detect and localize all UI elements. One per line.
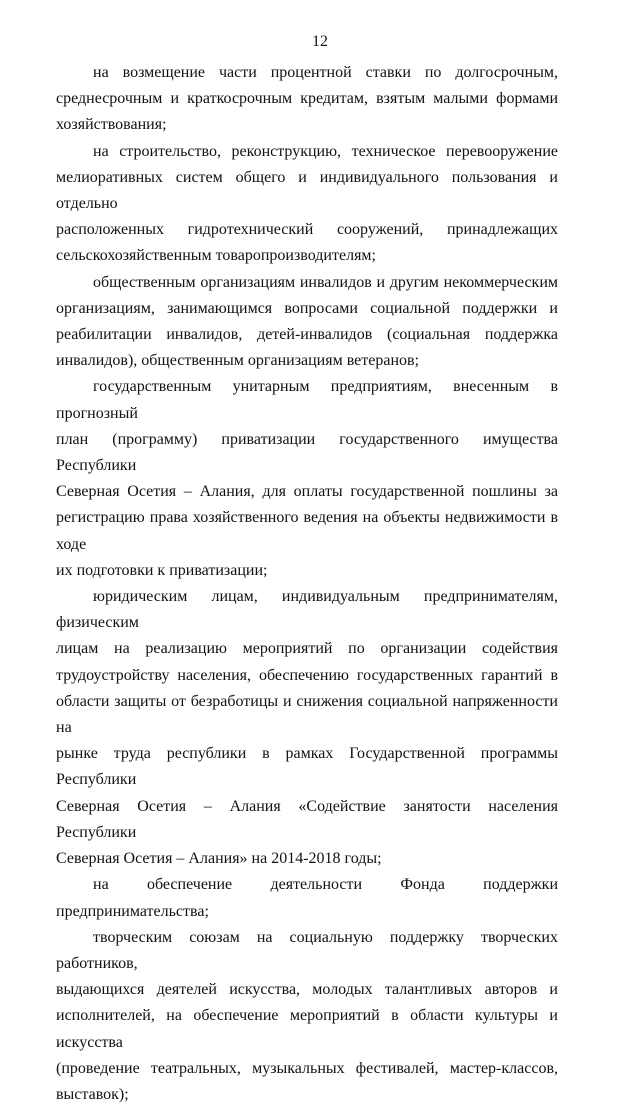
text-line: регистрацию права хозяйственного ведения на объекты недвижимости в ходе	[56, 509, 558, 553]
text-line: (проведение театральных, музыкальных фестивалей, мастер-классов,	[56, 1059, 558, 1077]
page-number: 12	[312, 33, 328, 50]
text-line: Северная Осетия – Алания» на 2014-2018 годы;	[56, 850, 382, 868]
text-line: инвалидов), общественным организациям ветеранов;	[56, 352, 420, 370]
text-line: организациям, занимающимся вопросами социальной поддержки и	[56, 299, 558, 317]
text-line: лицам на реализацию мероприятий по организации содействия	[56, 640, 558, 658]
paragraph-employment-assistance	[56, 584, 558, 872]
text-line: сельскохозяйственным товаропроизводителям;	[56, 247, 376, 265]
paragraph-unitary-enterprises	[56, 374, 558, 584]
text-line: творческим союзам на социальную поддержку творческих работников,	[56, 928, 558, 972]
text-line: план (программу) приватизации государственного имущества Республики	[56, 430, 558, 475]
text-line: на возмещение части процентной ставки по долгосрочным,	[93, 64, 558, 81]
text-line: общественным организациям инвалидов и другим некоммерческим	[93, 273, 558, 291]
text-line: на обеспечение деятельности Фонда поддержки предпринимательства;	[56, 876, 558, 920]
text-line: на строительство, реконструкцию, техническое перевооружение	[93, 142, 558, 160]
paragraph-entrepreneurship-fund	[56, 872, 558, 924]
text-line: расположенных гидротехнический сооружений, принадлежащих	[56, 221, 558, 239]
text-line: реабилитации инвалидов, детей-инвалидов (социальная поддержка	[56, 326, 558, 344]
text-line: Северная Осетия – Алания, для оплаты государственной пошлины за	[56, 483, 558, 501]
document-body	[56, 60, 558, 1108]
text-line: выдающихся деятелей искусства, молодых талантливых авторов и	[56, 981, 558, 999]
text-line: государственным унитарным предприятиям, внесенным в прогнозный	[56, 378, 558, 422]
paragraph-creative-unions	[56, 925, 558, 1108]
text-line: области защиты от безработицы и снижения социальной напряженности на	[56, 692, 558, 737]
text-line: выставок);	[56, 1085, 129, 1103]
text-line: Северная Осетия – Алания «Содействие занятости населения Республики	[56, 797, 558, 841]
text-line: юридическим лицам, индивидуальным предпринимателям, физическим	[56, 588, 558, 632]
text-line: мелиоративных систем общего и индивидуального пользования и отдельно	[56, 168, 558, 213]
paragraph-melioration	[56, 139, 558, 270]
text-line: хозяйствования;	[56, 116, 167, 134]
text-line: исполнителей, на обеспечение мероприятий в области культуры и искусства	[56, 1007, 558, 1051]
text-line: рынке труда республики в рамках Государственной программы Республики	[56, 745, 558, 789]
text-line: среднесрочным и краткосрочным кредитам, взятым малыми формами	[56, 90, 558, 108]
text-line: трудоустройству населения, обеспечению государственных гарантий в	[56, 666, 558, 684]
text-line: их подготовки к приватизации;	[56, 561, 268, 579]
paragraph-interest-compensation	[56, 60, 558, 139]
paragraph-disabled-organizations	[56, 270, 558, 375]
